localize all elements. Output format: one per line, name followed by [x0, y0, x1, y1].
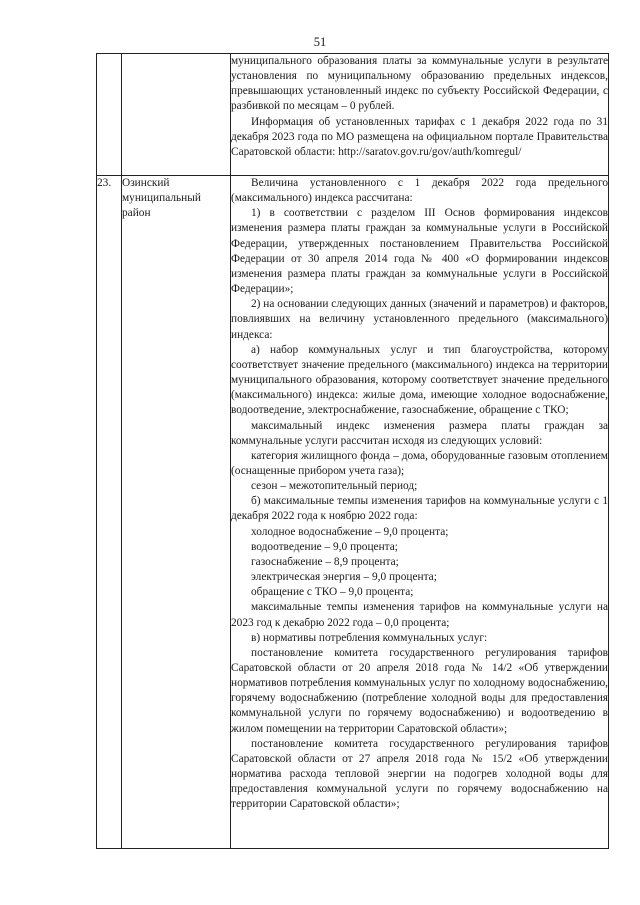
paragraph: обращение с ТКО – 9,0 процента; — [251, 586, 414, 599]
description-cell — [231, 176, 609, 849]
row-number-cell: 23. — [97, 176, 122, 849]
paragraph: Информация об установленных тарифах с 1 декабря 2022 года по 31 декабря 2023 года по МО размещена на официальном портале Правительства Саратовской области: http://saratov.gov.ru/gov/auth/komregul/ — [231, 115, 608, 158]
row-number-cell — [97, 54, 122, 176]
paragraph: муниципального образования платы за коммунальные услуги в результате установления по муниципальному образованию предельных индексов, превышающих установленный индекс по субъекту Российской Федерации, с разбивкой по месяцам – 0 рублей. — [231, 55, 608, 113]
paragraph: сезон – межотопительный период; — [251, 480, 418, 493]
paragraph: категория жилищного фонда – дома, оборудованные газовым отоплением (оснащенные прибором учета газа); — [231, 449, 608, 477]
paragraph: постановление комитета государственного регулирования тарифов Саратовской области от 27 апреля 2018 года № 15/2 «Об утверждении норматива расхода тепловой энергии на подогрев холодной воды для предоставления коммунальной услуги по горячему водоснабжению на территории Саратовской области»; — [231, 737, 608, 811]
paragraph: Величина установленного с 1 декабря 2022 года предельного (максимального) индекса рассчитана: — [231, 177, 608, 205]
municipality-name-cell: Озинский муниципальный район — [122, 176, 231, 849]
paragraph: максимальный индекс изменения размера платы граждан за коммунальные услуги рассчитан исходя из следующих условий: — [231, 419, 608, 447]
description-cell — [231, 54, 609, 176]
municipality-name-cell — [122, 54, 231, 176]
table-row — [97, 54, 609, 176]
paragraph: водоотведение – 9,0 процента; — [251, 540, 398, 553]
page-number: 51 — [313, 35, 327, 49]
paragraph: в) нормативы потребления коммунальных услуг: — [251, 631, 488, 644]
paragraph: максимальные темпы изменения тарифов на коммунальные услуги на 2023 год к декабрю 2022 года – 0,0 процента; — [231, 601, 608, 629]
paragraph: холодное водоснабжение – 9,0 процента; — [251, 525, 449, 538]
paragraph: б) максимальные темпы изменения тарифов на коммунальные услуги с 1 декабря 2022 года к ноябрю 2022 года: — [231, 495, 608, 523]
paragraph: 1) в соответствии с разделом III Основ формирования индексов изменения размера платы граждан за коммунальные услуги в Российской Федерации, утвержденных постановлением Правительства Российской Федерации от 30 апреля 2014 года № 400 «О формировании индексов изменения размера платы граждан за коммунальные услуги в Российской Федерации»; — [231, 207, 608, 296]
paragraph: газоснабжение – 8,9 процента; — [251, 555, 399, 568]
paragraph: 2) на основании следующих данных (значений и параметров) и факторов, повлиявших на величину установленного предельного (максимального) индекса: — [231, 298, 608, 341]
table-row — [97, 176, 609, 849]
paragraph: электрическая энергия – 9,0 процента; — [251, 571, 437, 584]
paragraph: постановление комитета государственного регулирования тарифов Саратовской области от 20 апреля 2018 года № 14/2 «Об утверждении нормативов потребления коммунальных услуг по холодному водоснабжению, горячему водоснабжению (потребление холодной воды для предоставления коммунальной услуги по горячему водоснабжению) и водоотведению в жилом помещении на территории Саратовской области»; — [231, 646, 608, 735]
paragraph: а) набор коммунальных услуг и тип благоустройства, которому соответствует значение предельного (максимального) индекса на территории муниципального образования, которому соответствует значение предельного (максимального) индекса: жилые дома, имеющие холодное водоснабжение, водоотведение, электроснабжение, газоснабжение, обращение с ТКО; — [231, 343, 608, 417]
municipal-index-table — [96, 53, 609, 849]
